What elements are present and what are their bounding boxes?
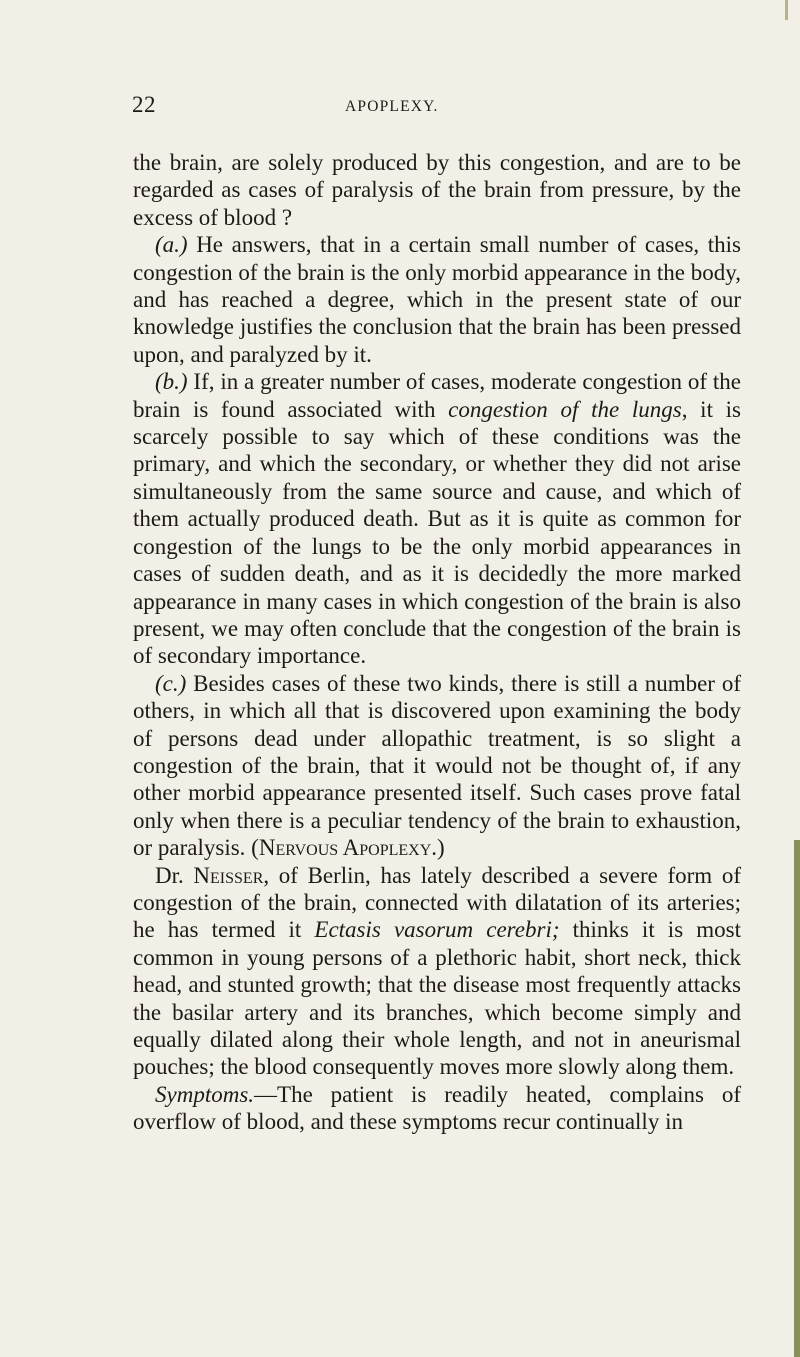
paragraph-b (133, 368, 741, 669)
paragraph-text: thinks it is most common in young persons of a plethoric habit, short neck, thick head, and stunted growth; that the disease most frequently attacks the basilar artery and its branches, which become simply and equally dilated along their whole length, and not in aneurismal pouches; the blood consequently moves more slowly along them. (133, 917, 741, 1080)
paragraph-text: , it is scarcely possible to say which of these conditions was the primary, and which the secondary, or whether they did not arise simultaneously from the same source and cause, and which of them actually produced death. But as it is quite as common for congestion of the lungs to be the only morbid appearances in cases of sudden death, and as it is decidedly the more marked appearance in many cases in which congestion of the brain is also present, we may often conclude that the congestion of the brain is of secondary importance. (133, 396, 741, 669)
body-text (133, 149, 741, 1136)
paragraph-text: He answers, that in a certain small number of cases, this congestion of the brain is the only morbid appearance in the body, and has reached a degree, which in the present state of our knowledge justifies the conclusion that the brain has been pressed upon, and paralyzed by it. (133, 232, 741, 367)
paragraph-text: ) (437, 835, 445, 861)
page-edge-mark (785, 0, 788, 20)
page-number: 22 (132, 92, 156, 117)
section-label: Symptoms. (155, 1081, 255, 1107)
paragraph-text: If, in a greater number of cases, moderate congestion of the brain is found associated with (133, 369, 741, 422)
paragraph-a (133, 231, 741, 368)
smallcaps-term: Nervous Apoplexy. (258, 835, 438, 861)
paragraph-continuation (133, 149, 741, 231)
emphasis-text: congestion of the lungs (448, 396, 682, 422)
paragraph-text: the brain, are solely produced by this congestion, and are to be regarded as cases of paralysis of the brain from pressure, by the excess of blood ? (133, 150, 741, 230)
running-title: APOPLEXY. (345, 98, 439, 115)
paragraph-label: (b.) (155, 369, 188, 395)
paragraph-text: Dr. (155, 862, 194, 888)
paragraph-text: Besides cases of these two kinds, there is still a number of others, in which all that is discovered upon examining the body of persons dead under allopathic treatment, is so slight a congestion of the brain, that it would not be thought of, if any other morbid appearance presented itself. Such cases prove fatal only when there is a peculiar tendency of the brain to exhaustion, or paralysis. ( (133, 670, 741, 861)
paragraph-label: (c.) (155, 670, 187, 696)
running-head (132, 92, 752, 122)
paragraph-c (133, 670, 741, 862)
emphasis-text: Ectasis vasorum cerebri; (314, 917, 560, 943)
paragraph-text: , of Berlin, has lately described a severe form of congestion of the brain, connected with dilatation of its arteries; he has termed it (133, 862, 742, 943)
paragraph-symptoms (133, 1081, 741, 1136)
page-edge-mark (794, 840, 800, 1357)
paragraph-label: (a.) (155, 232, 188, 258)
author-name: Neisser (193, 862, 264, 888)
paragraph-neisser (133, 862, 741, 1081)
paragraph-text: —The patient is readily heated, complains of overflow of blood, and these symptoms recur continually in (133, 1081, 741, 1135)
